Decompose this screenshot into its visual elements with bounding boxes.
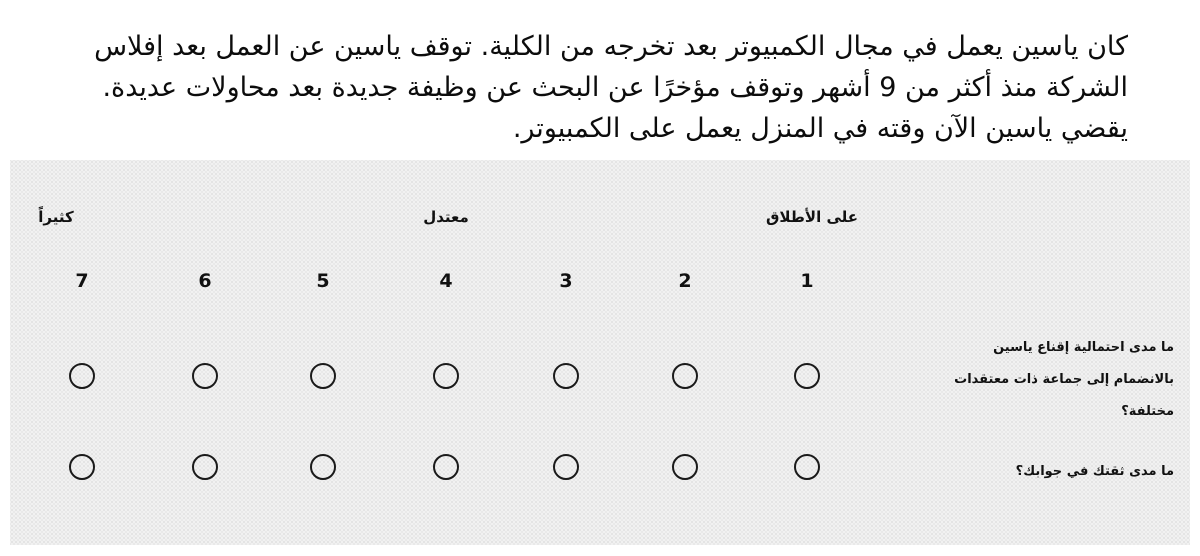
scale-number-1: 1 (800, 270, 814, 292)
q2-option-1-radio[interactable] (794, 454, 820, 480)
q1-option-5-radio[interactable] (310, 363, 336, 389)
paragraph-line-2: الشركة منذ أكثر من 9 أشهر وتوقف مؤخرًا عن البحث عن وظيفة جديدة بعد محاولات عديدة. (102, 72, 1128, 103)
q1-option-7-radio[interactable] (69, 363, 95, 389)
paragraph-line-1: كان ياسين يعمل في مجال الكمبيوتر بعد تخرجه من الكلية. توقف ياسين عن العمل بعد إفلاس (94, 31, 1128, 62)
q1-option-1-radio[interactable] (794, 363, 820, 389)
q2-option-4-radio[interactable] (433, 454, 459, 480)
scale-number-3: 3 (559, 270, 573, 292)
scale-number-7: 7 (75, 270, 89, 292)
question-2-label: ما مدى ثقتك في جوابك؟ (1015, 464, 1174, 479)
q1-option-4-radio[interactable] (433, 363, 459, 389)
q1-option-6-radio[interactable] (192, 363, 218, 389)
q2-option-5-radio[interactable] (310, 454, 336, 480)
q2-option-3-radio[interactable] (553, 454, 579, 480)
scale-anchor-mid: معتدل (423, 208, 469, 226)
question-1-label: ما مدى احتمالية إقناع ياسين بالانضمام إلى جماعة ذات معتقدات مختلفة؟ (954, 340, 1174, 419)
q2-option-6-radio[interactable] (192, 454, 218, 480)
scale-number-6: 6 (198, 270, 212, 292)
scale-anchor-low: على الأطلاق (765, 208, 859, 226)
scenario-paragraph (60, 26, 1128, 149)
scale-number-2: 2 (678, 270, 692, 292)
scale-anchor-high: كثيراً (38, 208, 74, 226)
q1-option-2-radio[interactable] (672, 363, 698, 389)
rating-scale-panel (10, 160, 1190, 545)
scale-number-5: 5 (316, 270, 330, 292)
q1-option-3-radio[interactable] (553, 363, 579, 389)
scale-number-4: 4 (439, 270, 453, 292)
paragraph-line-3: يقضي ياسين الآن وقته في المنزل يعمل على الكمبيوتر. (512, 113, 1128, 144)
q2-option-7-radio[interactable] (69, 454, 95, 480)
q2-option-2-radio[interactable] (672, 454, 698, 480)
